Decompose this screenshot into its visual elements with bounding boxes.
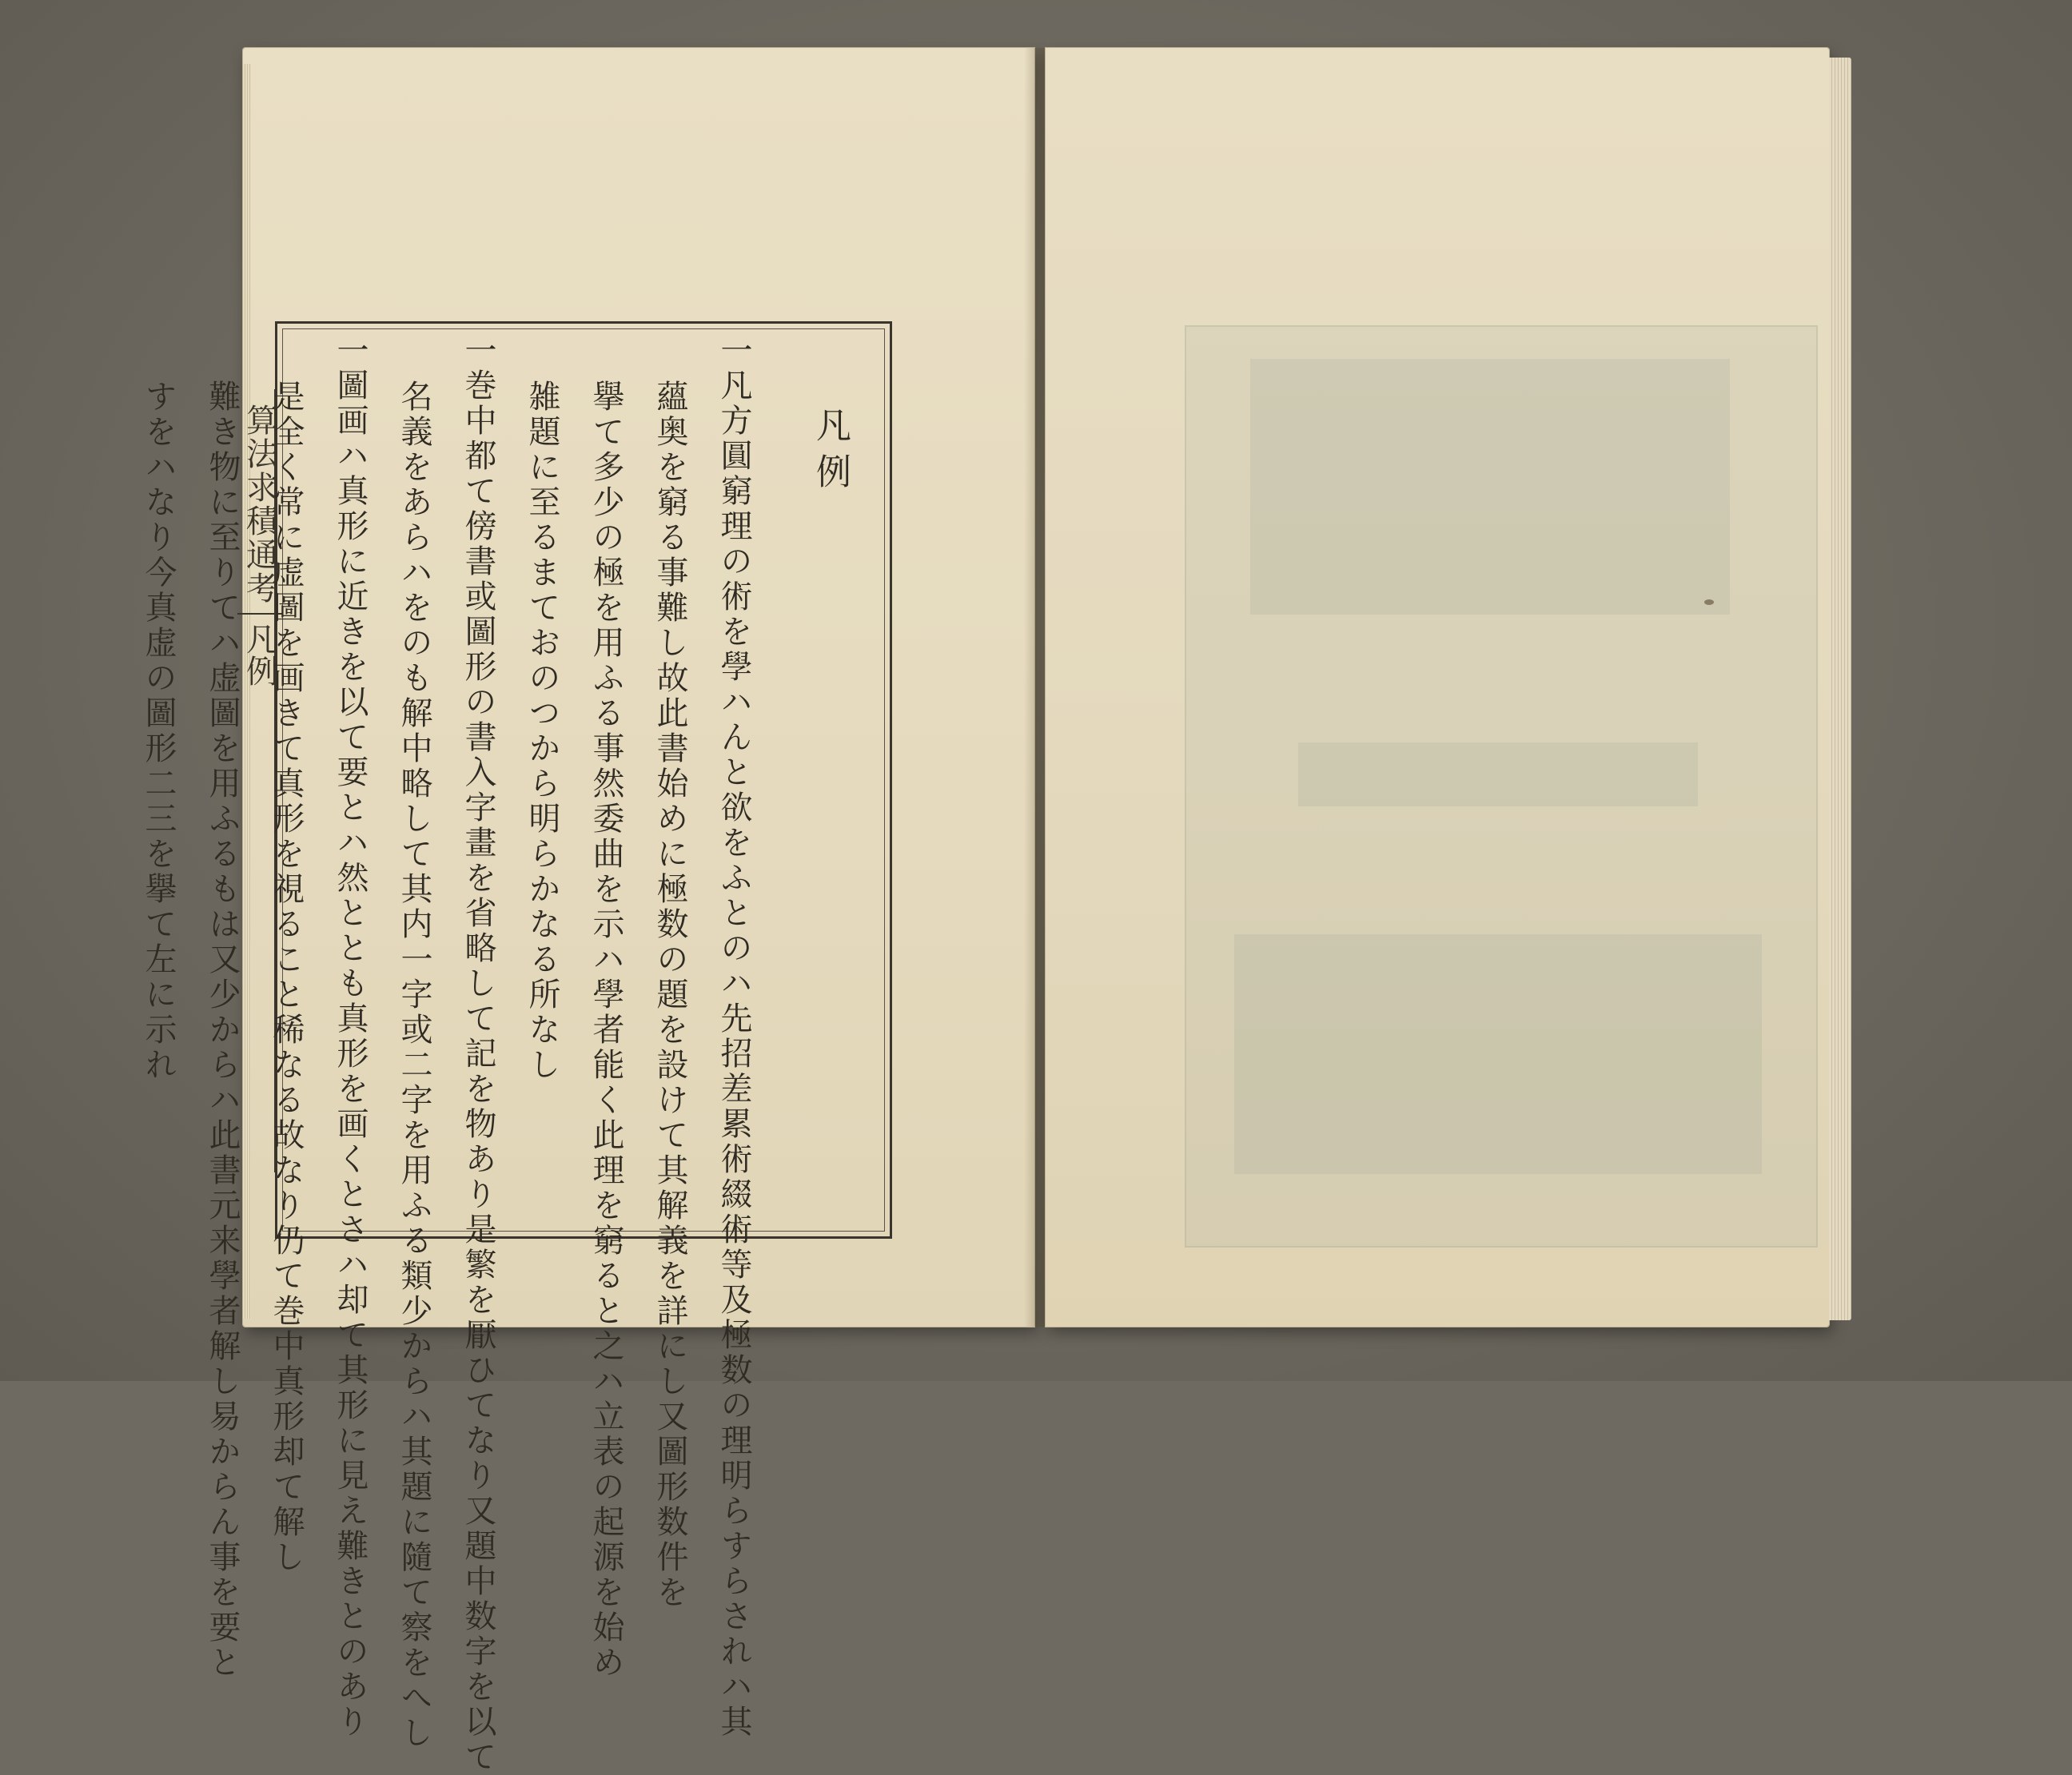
show-through-block-bottom xyxy=(1234,934,1762,1174)
paper-spot xyxy=(1704,599,1714,605)
paragraph-1-line-3: 擧て多少の極を用ふる事然委曲を示ハ學者能く此理を窮ると之ハ立表の起源を始め xyxy=(588,380,624,1681)
book-title: 算法求積通考 xyxy=(241,404,278,605)
paragraph-3-line-1: 一圖画ハ真形に近きを以て要とハ然ととも真形を画くとさハ却て其形に見え難きとのあり xyxy=(332,333,369,1740)
paragraph-2-line-2: 名義をあらハをのも解中略して其内一字或二字を用ふる類少からハ其題に隨て察をへし xyxy=(396,380,432,1751)
right-page-edges xyxy=(1829,58,1851,1320)
printed-text-frame xyxy=(140,321,892,1775)
paragraph-3-line-2: 是全く常に虚圖を画きて真形を視ること稀なる故なり仍て巻中真形却て解し xyxy=(268,380,305,1575)
paragraph-3-line-3: 難き物に至りてハ虚圖を用ふるもは又少からハ此書元来學者解し易からん事を要と xyxy=(204,380,241,1681)
show-through-block-middle xyxy=(1298,742,1698,806)
paragraph-1-line-1: 一凡方圓窮理の術を學ハんと欲をふとのハ先招差累術綴術等及極数の理明らすらされハ其 xyxy=(715,333,752,1740)
paragraph-1-line-4: 雑題に至るまておのつから明らかなる所なし xyxy=(524,380,560,1083)
section-heading: 凡例 xyxy=(810,407,851,499)
text-columns xyxy=(138,333,877,1775)
left-page xyxy=(140,48,1034,1775)
section-label: 凡例 xyxy=(237,613,283,687)
show-through-frame xyxy=(1185,325,1818,1248)
paragraph-2-line-1: 一巻中都て傍書或圖形の書入字畫を省略して記を物あり是繁を厭ひてなり又題中数字を以て xyxy=(460,333,496,1775)
show-through-block-top xyxy=(1250,359,1730,615)
paragraph-1-line-2: 蘊奥を窮る事難し故此書始めに極数の題を設けて其解義を詳にし又圖形数件を xyxy=(651,380,688,1610)
paragraph-3-line-4: すをハなり今真虚の圖形二三を擧て左に示れ xyxy=(140,380,177,1083)
